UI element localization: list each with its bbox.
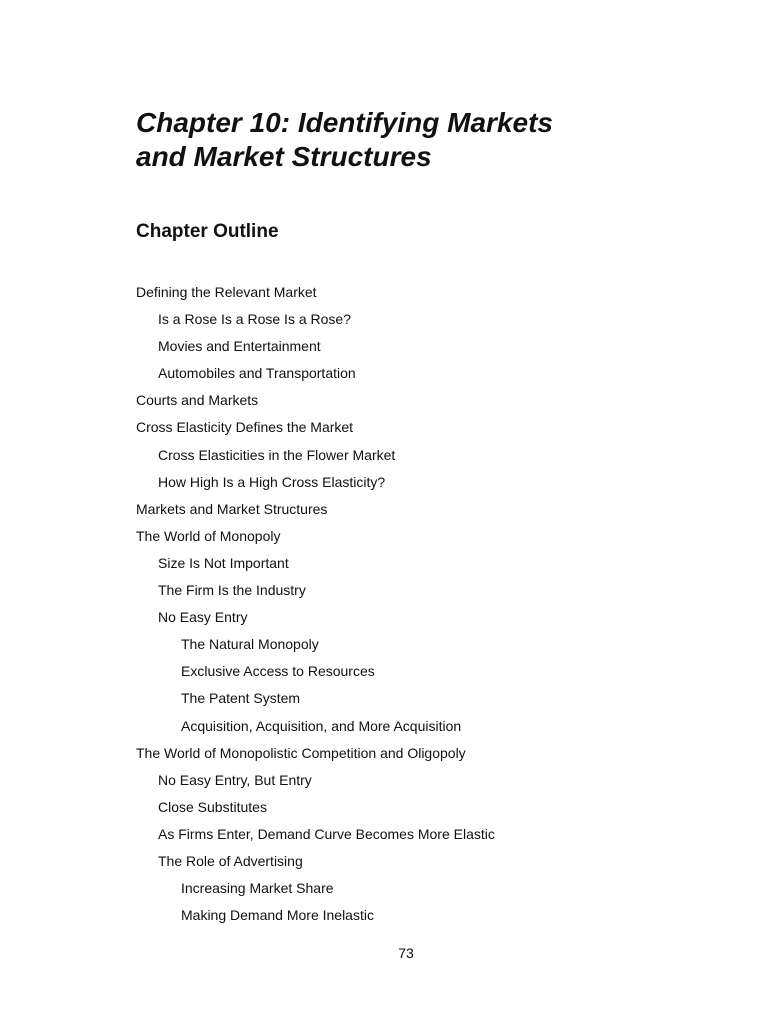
outline-item-level-3: Acquisition, Acquisition, and More Acquisition (181, 717, 462, 734)
outline-item-level-3: Exclusive Access to Resources (181, 663, 375, 680)
outline-item-level-3: The Natural Monopoly (181, 636, 319, 653)
outline-item-level-1: Courts and Markets (136, 392, 259, 409)
outline-item-level-2: Is a Rose Is a Rose Is a Rose? (158, 311, 351, 328)
outline-item-level-2: Movies and Entertainment (158, 338, 321, 355)
outline-item-level-2: Automobiles and Transportation (158, 365, 356, 382)
page-number: 73 (398, 945, 414, 961)
chapter-title-line-2: and Market Structures (136, 141, 432, 172)
outline-list (136, 282, 495, 932)
outline-item-level-2: As Firms Enter, Demand Curve Becomes More Elastic (158, 825, 495, 842)
chapter-title (136, 106, 696, 174)
outline-item-level-3: Making Demand More Inelastic (181, 907, 374, 924)
outline-item-level-1: Cross Elasticity Defines the Market (136, 419, 354, 436)
outline-item-level-1: The World of Monopolistic Competition and Oligopoly (136, 744, 466, 761)
outline-item-level-2: No Easy Entry (158, 609, 248, 626)
outline-item-level-3: The Patent System (181, 690, 301, 707)
outline-item-level-2: No Easy Entry, But Entry (158, 771, 312, 788)
outline-item-level-1: Markets and Market Structures (136, 500, 328, 517)
outline-item-level-1: The World of Monopoly (136, 527, 281, 544)
outline-heading: Chapter Outline (136, 221, 279, 242)
outline-item-level-2: Size Is Not Important (158, 554, 289, 571)
outline-item-level-2: Close Substitutes (158, 798, 267, 815)
outline-item-level-2: Cross Elasticities in the Flower Market (158, 446, 396, 463)
outline-item-level-2: How High Is a High Cross Elasticity? (158, 473, 386, 490)
outline-item-level-2: The Firm Is the Industry (158, 582, 306, 599)
chapter-title-line-1: Chapter 10: Identifying Markets (136, 107, 553, 138)
outline-item-level-1: Defining the Relevant Market (136, 284, 317, 300)
outline-item-level-3: Increasing Market Share (181, 880, 334, 897)
outline-item-level-2: The Role of Advertising (158, 852, 303, 869)
